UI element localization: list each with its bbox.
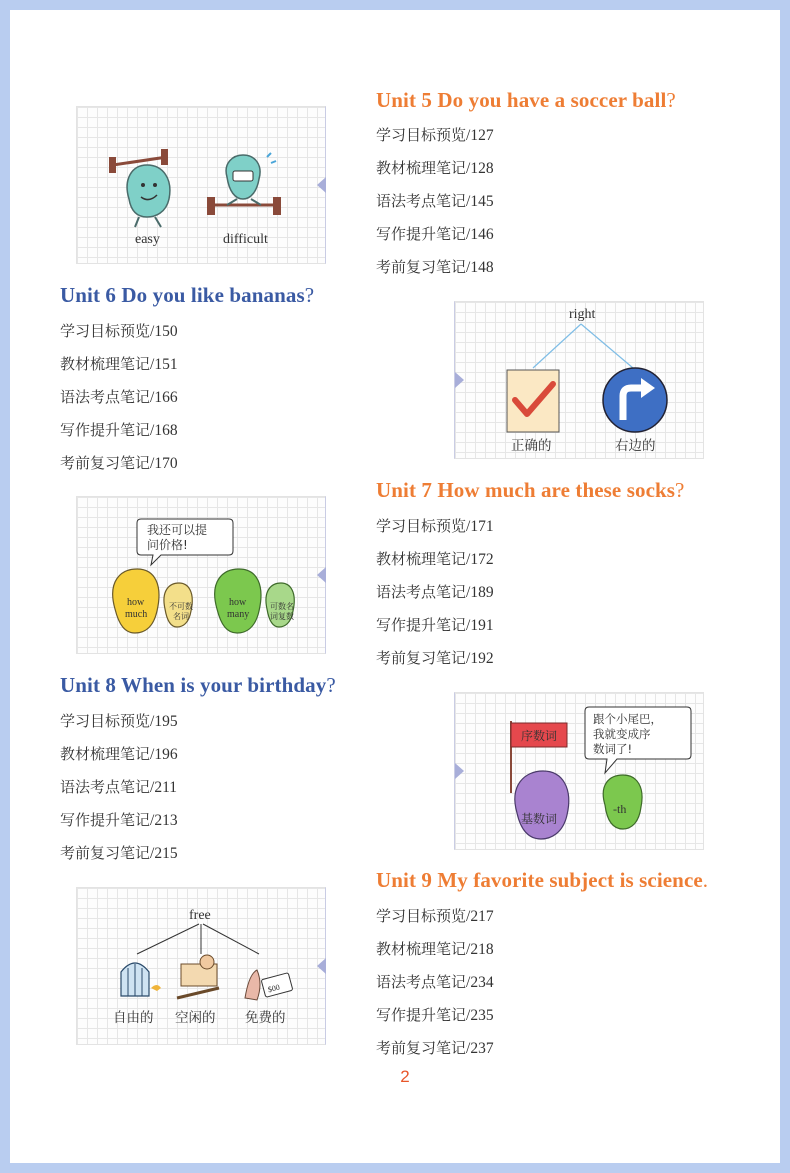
toc-item-page: /235 (466, 1007, 494, 1024)
toc-item-label: 语法考点笔记 (376, 974, 467, 991)
birdcage-icon (121, 963, 161, 996)
toc-item[interactable] (60, 453, 178, 486)
free-caption: 空闲的 (175, 1010, 216, 1026)
toc-item[interactable] (376, 125, 494, 158)
speech-line: 我还可以提 (147, 523, 208, 537)
unit-9-title-text: Unit 9 My favorite subject is science (376, 868, 703, 892)
toc-item-label: 教材梳理笔记 (60, 746, 151, 763)
unit-8-title-text: Unit 8 When is your birthday (60, 673, 327, 697)
toc-item-page: /218 (466, 941, 494, 958)
toc-item[interactable] (376, 972, 494, 1005)
toc-item-page: /127 (466, 127, 494, 144)
toc-item-page: /172 (466, 551, 494, 568)
toc-item-page: /150 (150, 323, 178, 340)
toc-item-page: /189 (466, 584, 494, 601)
green-character-icon (603, 775, 642, 829)
toc-item[interactable] (60, 711, 178, 744)
toc-item-page: /128 (466, 160, 494, 177)
unit-7-toc (376, 516, 494, 681)
toc-item-label: 考前复习笔记 (60, 455, 151, 472)
pointer-triangle-icon (455, 763, 464, 779)
th-suffix-label: -th (613, 802, 627, 816)
toc-item-page: /234 (466, 974, 494, 991)
turn-right-sign-icon (603, 368, 667, 432)
how-much-many-illustration (76, 496, 326, 654)
toc-item-page: /213 (150, 812, 178, 829)
toc-item[interactable] (376, 582, 494, 615)
right-left-caption: 正确的 (511, 438, 552, 454)
unit-8-title-mark: ? (326, 673, 336, 697)
countable-note: 词复数 (270, 612, 294, 621)
pointer-triangle-icon (455, 372, 464, 388)
green-character-icon (215, 569, 295, 633)
toc-item-page: /146 (466, 226, 494, 243)
speech-bubble-icon (585, 707, 691, 773)
toc-item-label: 学习目标预览 (376, 908, 467, 925)
how-much-word: much (125, 609, 148, 620)
toc-item-page: /145 (466, 193, 494, 210)
unit-7-title-text: Unit 7 How much are these socks (376, 478, 676, 502)
unit-6-title (60, 283, 314, 308)
toc-item-page: /196 (150, 746, 178, 763)
toc-item-label: 教材梳理笔记 (376, 551, 467, 568)
toc-item-page: /211 (150, 779, 177, 796)
toc-item[interactable] (376, 939, 494, 972)
pointer-triangle-icon (317, 567, 326, 583)
unit-5-title-mark: ? (666, 88, 676, 112)
how-much-word: how (127, 597, 145, 608)
toc-item[interactable] (376, 516, 494, 549)
toc-item[interactable] (60, 354, 178, 387)
right-word: right (569, 307, 596, 322)
page-number: 2 (400, 1067, 410, 1086)
toc-item-page: /148 (466, 259, 494, 276)
toc-item-label: 写作提升笔记 (376, 226, 467, 243)
cardinal-label: 基数词 (521, 812, 558, 826)
right-illustration (454, 301, 704, 459)
toc-item-page: /192 (466, 650, 494, 667)
speech-line: 我就变成序 (593, 727, 651, 741)
right-right-caption: 右边的 (615, 438, 656, 454)
toc-item[interactable] (376, 615, 494, 648)
toc-item[interactable] (60, 810, 178, 843)
speech-line: 跟个小尾巴， (593, 712, 662, 726)
free-ticket-icon (245, 970, 293, 1000)
toc-item-label: 写作提升笔记 (60, 422, 151, 439)
ticket-price: $00 (266, 982, 281, 995)
page (10, 10, 780, 1163)
how-many-word: many (227, 609, 250, 620)
toc-item[interactable] (376, 648, 494, 681)
countable-note: 可数名 (270, 602, 294, 611)
unit-5-title-text: Unit 5 Do you have a soccer ball (376, 88, 667, 112)
unit-9-toc (376, 906, 494, 1071)
ordinal-number-illustration (454, 692, 704, 850)
toc-item-label: 教材梳理笔记 (376, 160, 467, 177)
unit-6-title-mark: ? (304, 283, 315, 307)
pointer-triangle-icon (317, 177, 326, 193)
toc-item-label: 写作提升笔记 (376, 1007, 467, 1024)
speech-line: 数词了! (593, 742, 633, 756)
toc-item-label: 语法考点笔记 (376, 193, 467, 210)
unit-7-title (376, 478, 684, 503)
toc-item-label: 考前复习笔记 (376, 1040, 467, 1057)
toc-item[interactable] (376, 1005, 494, 1038)
difficult-character-icon (207, 153, 281, 215)
toc-item-label: 考前复习笔记 (376, 650, 467, 667)
flag-label: 序数词 (521, 729, 558, 743)
toc-item-page: /151 (150, 356, 178, 373)
free-illustration (76, 887, 326, 1045)
toc-item[interactable] (376, 906, 494, 939)
unit-8-title (60, 673, 336, 698)
toc-item[interactable] (376, 158, 494, 191)
unit-8-toc (60, 711, 178, 876)
toc-item[interactable] (60, 843, 178, 876)
purple-character-icon (515, 771, 569, 839)
toc-item[interactable] (60, 321, 178, 354)
toc-item-label: 语法考点笔记 (376, 584, 467, 601)
toc-item[interactable] (60, 744, 178, 777)
toc-item-label: 教材梳理笔记 (60, 356, 151, 373)
speech-line: 问价格! (147, 538, 188, 552)
toc-item-label: 学习目标预览 (376, 518, 467, 535)
free-caption: 免费的 (245, 1010, 286, 1026)
toc-item-page: /237 (466, 1040, 494, 1057)
toc-item-label: 学习目标预览 (60, 713, 151, 730)
toc-item-page: /215 (150, 845, 178, 862)
unit-6-title-text: Unit 6 Do you like bananas (60, 283, 305, 307)
toc-item-page: /171 (466, 518, 494, 535)
relaxing-person-icon (177, 955, 219, 998)
toc-item-page: /168 (150, 422, 178, 439)
toc-item-page: /195 (150, 713, 178, 730)
toc-item-page: /166 (150, 389, 178, 406)
unit-7-title-mark: ? (675, 478, 685, 502)
speech-bubble-icon (137, 519, 233, 565)
toc-item[interactable] (376, 191, 494, 224)
toc-item-label: 教材梳理笔记 (376, 941, 467, 958)
pointer-triangle-icon (317, 958, 326, 974)
toc-item-page: /170 (150, 455, 178, 472)
unit-9-title-mark: . (702, 868, 709, 892)
toc-item-label: 学习目标预览 (60, 323, 151, 340)
toc-item[interactable] (376, 224, 494, 257)
toc-item[interactable] (60, 387, 178, 420)
yellow-character-icon (113, 569, 193, 633)
toc-item-page: /191 (466, 617, 494, 634)
unit-5-title (376, 88, 676, 113)
toc-item-page: /217 (466, 908, 494, 925)
toc-item-label: 写作提升笔记 (60, 812, 151, 829)
easy-character-icon (109, 149, 170, 227)
toc-item[interactable] (376, 257, 494, 290)
difficult-caption: difficult (223, 232, 268, 247)
toc-item-label: 考前复习笔记 (60, 845, 151, 862)
unit-9-title (376, 868, 708, 893)
toc-item-label: 写作提升笔记 (376, 617, 467, 634)
checkmark-icon (507, 370, 559, 432)
free-word: free (189, 908, 211, 923)
unit-6-toc (60, 321, 178, 486)
how-many-word: how (229, 597, 247, 608)
easy-caption: easy (135, 232, 160, 247)
toc-item[interactable] (376, 549, 494, 582)
toc-item-label: 语法考点笔记 (60, 779, 151, 796)
toc-item-label: 考前复习笔记 (376, 259, 467, 276)
toc-item-label: 学习目标预览 (376, 127, 467, 144)
easy-difficult-illustration (76, 106, 326, 264)
uncountable-note: 名词 (173, 612, 189, 621)
toc-item[interactable] (60, 420, 178, 453)
toc-item[interactable] (60, 777, 178, 810)
uncountable-note: 不可数 (169, 602, 193, 611)
toc-item-label: 语法考点笔记 (60, 389, 151, 406)
unit-5-toc (376, 125, 494, 290)
free-caption: 自由的 (113, 1010, 154, 1026)
